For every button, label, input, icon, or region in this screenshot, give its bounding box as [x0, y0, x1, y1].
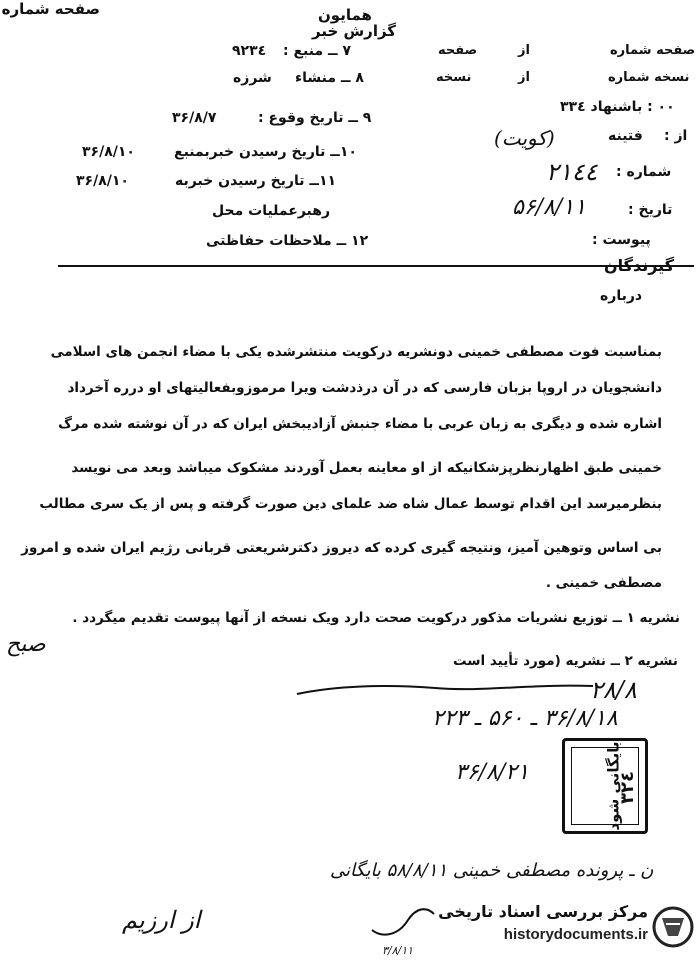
copy-of: از: [518, 70, 530, 85]
origin-value: شرزه: [233, 70, 272, 86]
body-line: بنظرمیرسد این اقدام توسط عمال شاه ضد علمای دین صورت گرفته و پس از یک سری مطالب: [39, 496, 662, 512]
stamp-number: ۳۲٤: [616, 771, 638, 804]
body-line: مصطفی خمینی .: [545, 575, 662, 591]
page-word: صفحه: [438, 43, 478, 58]
source-value: ۹۲۳٤: [232, 43, 267, 59]
date-value: ۵۶/۸/۱۱: [512, 195, 586, 220]
note-1: نشریه ۱ ــ توزیع نشریات مذکور درکویت صحت دارد ویک نسخه از آنها پیوست تقدیم میگردد .: [72, 610, 680, 626]
page-number-label: صفحه شماره: [610, 43, 696, 58]
occurrence-date-label: ۹ ــ تاریخ وقوع :: [258, 110, 372, 126]
body-line: بی اساس وتوهین آمیز، ونتیجه گیری کرده که دیروز دکترشریعتی قربانی رژیم ایران شده و امروز: [21, 540, 662, 556]
number-label: شماره :: [616, 164, 672, 180]
annotation-line-b: ۳۶/۸/۲۱: [455, 760, 529, 785]
watermark-title: مرکز بررسی اسناد تاریخی: [438, 902, 648, 921]
bottom-signature-scribble: [368, 900, 438, 940]
signature-scribble: [295, 676, 595, 706]
copy-number-label: نسخه شماره: [608, 70, 690, 85]
body-line: بمناسبت فوت مصطفی خمینی دونشریه درکویت منتشرشده یکی با مضاء انجمن های اسلامی: [50, 344, 662, 360]
received-reporter-label: ۱۱ــ تاریخ رسیدن خبربه: [175, 173, 337, 189]
field-operations: رهبرعملیات محل: [212, 203, 331, 219]
bottom-archive-note: ن ـ پرونده مصطفی خمینی ۵۸/۸/۱۱ بایگانی: [330, 860, 654, 881]
header-divider: [58, 265, 694, 267]
occurrence-date-value: ۳۶/۸/۷: [172, 110, 217, 126]
from-value: فتینه: [608, 128, 643, 144]
date-label: تاریخ :: [628, 202, 673, 218]
signature-mark: ۲۸/۸: [590, 676, 637, 704]
from-handwritten: (کویت): [494, 126, 555, 150]
source-label: ۷ ــ منبع :: [283, 43, 351, 59]
header-title-top: همایون: [318, 6, 372, 24]
body-line: اشاره شده و دیگری به زبان عربی با مضاء جنبش آزادیبخش ایران که در آن نوشته شده مرگ: [58, 416, 662, 432]
received-reporter-value: ۳۶/۸/۱۰: [76, 173, 129, 189]
received-source-value: ۳۶/۸/۱۰: [82, 144, 135, 160]
origin-label: ۸ ــ منشاء: [295, 70, 364, 86]
body-line: خمینی طبق اظهارنظرپزشکانیکه از او معاینه بعمل آوردند مشکوک میباشد وبعد می نویسد: [71, 460, 662, 476]
about-label: درباره: [600, 288, 643, 304]
archive-stamp: [562, 738, 648, 834]
number-value: ۲۱٤٤: [546, 158, 598, 186]
annotation-line-a: ۳۶/۸/۱۸ ـ ۵۶۰ ـ ۲۲۳: [432, 706, 618, 731]
copy-word: نسخه: [436, 70, 472, 85]
attachment-label: پیوست :: [592, 232, 651, 248]
received-source-label: ۱۰ــ تاریخ رسیدن خبربمنبع: [174, 144, 357, 160]
watermark-url: historydocuments.ir: [503, 926, 648, 943]
security-notes-label: ۱۲ ــ ملاحظات حفاظتی: [206, 233, 369, 249]
page-of: از: [518, 43, 530, 58]
note-2: نشریه ۲ ــ نشریه (مورد تأیید است: [452, 653, 678, 669]
recipients-label: گیرندگان: [604, 256, 675, 275]
header-title: گزارش خبر: [312, 22, 397, 40]
bottom-small-note: ۳/۸/۱۱: [382, 944, 414, 957]
from-label: از :: [664, 128, 688, 144]
reference-number: ۰۰ : باشنهاد ۳۳٤: [560, 99, 675, 115]
body-line: دانشجویان در اروپا بزبان فارسی که در آن درذدشت ویرا مرموزوبفعالیتهای او درره آخرداد: [67, 380, 662, 396]
side-handwritten-mark: صبح: [6, 632, 46, 657]
page-number-label: صفحه شماره: [1, 0, 100, 18]
stamp-word: بایگانی شود: [604, 741, 623, 831]
archive-logo-icon: [652, 906, 694, 948]
watermark-logo: [432, 892, 700, 963]
bottom-left-note: از ارزیم: [122, 906, 201, 934]
